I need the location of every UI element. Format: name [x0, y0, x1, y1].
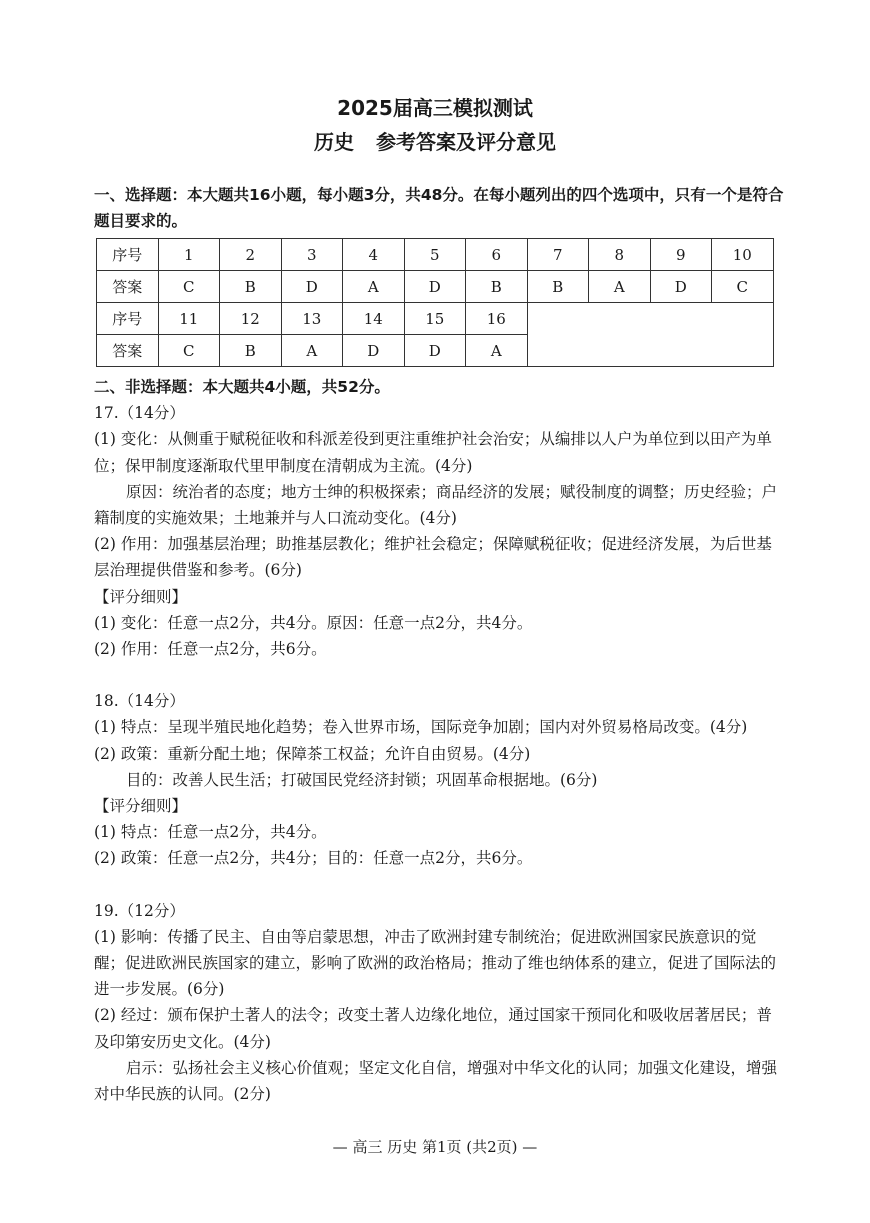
table-cell: 10 — [712, 239, 774, 271]
spacer — [94, 662, 784, 688]
table-cell: 4 — [343, 239, 405, 271]
q18-rubric-title: 【评分细则】 — [94, 797, 188, 816]
table-cell: 16 — [466, 303, 528, 335]
q18-purpose: 目的：改善人民生活；打破国民党经济封锁；巩固革命根据地。(6分) — [126, 770, 598, 789]
table-cell: 8 — [589, 239, 651, 271]
table-cell: 9 — [650, 239, 712, 271]
subject-label: 历史 — [314, 130, 354, 154]
table-cell: B — [220, 335, 282, 367]
exam-subtitle — [0, 126, 870, 155]
table-row — [97, 303, 774, 335]
spacer — [94, 872, 784, 898]
answer-table — [96, 238, 774, 367]
subtitle-rest: 参考答案及评分意见 — [376, 130, 556, 154]
table-cell: B — [220, 271, 282, 303]
q19-insight: 启示：弘扬社会主义核心价值观；坚定文化自信，增强对中华文化的认同；加强文化建设，增强对中华民族的认同。(2分) — [94, 1058, 778, 1104]
table-cell: D — [281, 271, 343, 303]
exam-title: 2025届高三模拟测试 — [337, 96, 533, 120]
q17-rubric-1: (1) 变化：任意一点2分，共4分。原因：任意一点2分，共4分。 — [94, 613, 533, 632]
q18-part1: (1) 特点：呈现半殖民地化趋势；卷入世界市场，国际竞争加剧；国内对外贸易格局改变。(4分) — [94, 718, 748, 737]
table-cell: 1 — [158, 239, 220, 271]
table-cell: 7 — [527, 239, 589, 271]
table-row — [97, 239, 774, 271]
table-cell: A — [343, 271, 405, 303]
table-cell: B — [466, 271, 528, 303]
table-cell: 5 — [404, 239, 466, 271]
table-cell: D — [343, 335, 405, 367]
q17-reason: 原因：统治者的态度；地方士绅的积极探索；商品经济的发展；赋役制度的调整；历史经验；户籍制度的实施效果；土地兼并与人口流动变化。(4分) — [94, 482, 778, 528]
q18-part2: (2) 政策：重新分配土地；保障茶工权益；允许自由贸易。(4分) — [94, 744, 531, 763]
table-cell: A — [466, 335, 528, 367]
empty-cell — [527, 303, 773, 367]
q19-part1: (1) 影响：传播了民主、自由等启蒙思想，冲击了欧洲封建专制统治；促进欧洲国家民族意识的觉醒；促进欧洲民族国家的建立，影响了欧洲的政治格局；推动了维也纳体系的建立，促进了国际法的进一步发展。(6分) — [94, 927, 777, 999]
table-cell: D — [404, 335, 466, 367]
table-cell: 14 — [343, 303, 405, 335]
section2-heading: 二、非选择题：本大题共4小题，共52分。 — [94, 378, 390, 396]
row-label: 答案 — [97, 335, 159, 367]
q17-title: 17.（14分） — [94, 404, 185, 423]
table-cell: C — [158, 271, 220, 303]
row-label: 序号 — [97, 303, 159, 335]
table-cell: D — [650, 271, 712, 303]
q19-title: 19.（12分） — [94, 901, 185, 920]
q17-part1: (1) 变化：从侧重于赋税征收和科派差役到更注重维护社会治安；从编排以人户为单位到以田产为单位；保甲制度逐渐取代里甲制度在清朝成为主流。(4分) — [94, 430, 772, 475]
table-cell: 13 — [281, 303, 343, 335]
page-footer: — 高三 历史 第1页 (共2页) — — [332, 1138, 538, 1156]
row-label: 答案 — [97, 271, 159, 303]
table-cell: 2 — [220, 239, 282, 271]
row-label: 序号 — [97, 239, 159, 271]
q19-part2: (2) 经过：颁布保护土著人的法令；改变土著人边缘化地位，通过国家干预同化和吸收居著居民；普及印第安历史文化。(4分) — [94, 1006, 772, 1051]
table-row — [97, 271, 774, 303]
q18-rubric-1: (1) 特点：任意一点2分，共4分。 — [94, 823, 327, 842]
table-cell: 3 — [281, 239, 343, 271]
table-cell: C — [158, 335, 220, 367]
table-cell: D — [404, 271, 466, 303]
q17-rubric-2: (2) 作用：任意一点2分，共6分。 — [94, 640, 327, 659]
table-cell: C — [712, 271, 774, 303]
table-cell: 11 — [158, 303, 220, 335]
table-cell: 12 — [220, 303, 282, 335]
section1-heading: 一、选择题：本大题共16小题，每小题3分，共48分。在每小题列出的四个选项中，只有一个是符合题目要求的。 — [94, 186, 784, 230]
table-cell: B — [527, 271, 589, 303]
q18-rubric-2: (2) 政策：任意一点2分，共4分；目的：任意一点2分，共6分。 — [94, 849, 533, 868]
table-cell: A — [589, 271, 651, 303]
q17-rubric-title: 【评分细则】 — [94, 587, 188, 606]
section2-body — [94, 374, 784, 1107]
table-cell: A — [281, 335, 343, 367]
table-cell: 15 — [404, 303, 466, 335]
q17-part2: (2) 作用：加强基层治理；助推基层教化；维护社会稳定；保障赋税征收；促进经济发展，为后世基层治理提供借鉴和参考。(6分) — [94, 535, 772, 580]
table-cell: 6 — [466, 239, 528, 271]
q18-title: 18.（14分） — [94, 692, 185, 711]
